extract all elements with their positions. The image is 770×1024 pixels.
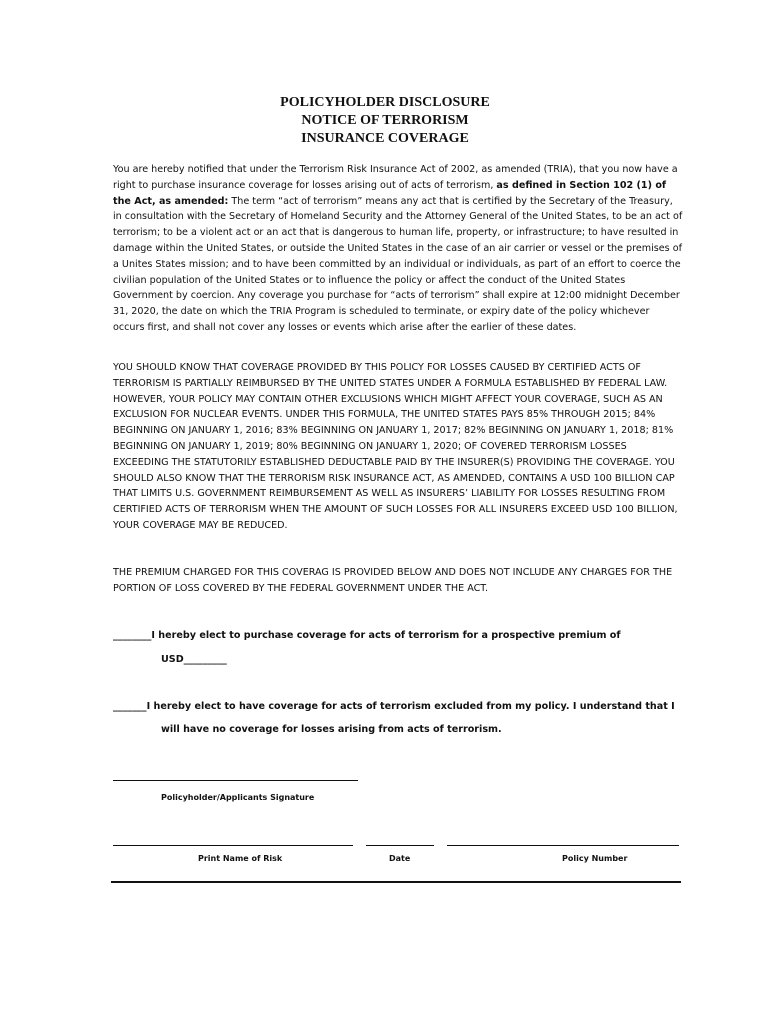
premium-usd-field[interactable]: USD_________ bbox=[161, 654, 227, 665]
document-title bbox=[0, 94, 770, 148]
print-name-label: Print Name of Risk bbox=[198, 854, 283, 863]
policy-number-line[interactable] bbox=[447, 845, 679, 846]
tria-notice-paragraph bbox=[113, 162, 683, 336]
title-line-1: POLICYHOLDER DISCLOSURE bbox=[280, 95, 490, 110]
reimbursement-paragraph: YOU SHOULD KNOW THAT COVERAGE PROVIDED BY THIS POLICY FOR LOSSES CAUSED BY CERTIFIED ACTS OF TERRORISM IS PARTIALLY REIMBURSED BY THE UNITED STATES UNDER A FORMULA ESTABLISHED BY FEDERAL LAW. HOWEVER, YOUR POLICY MAY CONTAIN OTHER EXCLUSIONS WHICH MIGHT AFFECT YOUR COVERAGE, SUCH AS AN EXCLUSION FOR NUCLEAR EVENTS. UNDER THIS FORMULA, THE UNITED STATES PAYS 85% THROUGH 2015; 84% BEGINNING ON JANUARY 1, 2016; 83% BEGINNING ON JANUARY 1, 2017; 82% BEGINNING ON JANUARY 1, 2018; 81% BEGINNING ON JANUARY 1, 2019; 80% BEGINNING ON JANUARY 1, 2020; OF COVERED TERRORISM LOSSES EXCEEDING THE STATUTORILY ESTABLISHED DEDUCTABLE PAID BY THE INSURER(S) PROVIDING THE COVERAGE. YOU SHOULD ALSO KNOW THAT THE TERRORISM RISK INSURANCE ACT, AS AMENDED, CONTAINS A USD 100 BILLION CAP THAT LIMITS U.S. GOVERNMENT REIMBURSEMENT AS WELL AS INSURERS’ LIABILITY FOR LOSSES RESULTING FROM CERTIFIED ACTS OF TERRORISM WHEN THE AMOUNT OF SUCH LOSSES FOR ALL INSURERS EXCEED USD 100 BILLION, YOUR COVERAGE MAY BE REDUCED. bbox=[113, 362, 678, 531]
election-exclude-line[interactable]: _______I hereby elect to have coverage for acts of terrorism excluded from my policy. I understand that I bbox=[113, 701, 675, 712]
election-exclude-continuation: will have no coverage for losses arising from acts of terrorism. bbox=[161, 724, 502, 735]
paragraph-bold-definition: as defined in Section 102 (1) of the Act, as amended: bbox=[113, 179, 667, 207]
premium-paragraph: THE PREMIUM CHARGED FOR THIS COVERAG IS PROVIDED BELOW AND DOES NOT INCLUDE ANY CHARGES FOR THE PORTION OF LOSS COVERED BY THE FEDERAL GOVERNMENT UNDER THE ACT. bbox=[113, 567, 673, 594]
bottom-divider bbox=[111, 881, 681, 883]
policy-number-label: Policy Number bbox=[562, 854, 628, 863]
date-label: Date bbox=[389, 854, 411, 863]
paragraph-text: You are hereby notified that under the Terrorism Risk Insurance Act of 2002, as amended (TRIA), that you now have a right to purchase insurance coverage for losses arising out of acts of terrorism, bbox=[113, 164, 678, 191]
title-line-2: NOTICE OF TERRORISM bbox=[301, 113, 469, 128]
print-name-line[interactable] bbox=[113, 845, 353, 846]
election-purchase-line[interactable]: ________I hereby elect to purchase coverage for acts of terrorism for a prospective premium of bbox=[113, 630, 621, 641]
title-line-3: INSURANCE COVERAGE bbox=[301, 131, 469, 146]
policyholder-signature-line[interactable] bbox=[113, 780, 358, 781]
policyholder-signature-label: Policyholder/Applicants Signature bbox=[161, 793, 315, 802]
paragraph-text: The term “act of terrorism” means any act that is certified by the Secretary of the Treasury, in consultation with the Secretary of Homeland Security and the Attorney General of the United States, to be an act of terrorism; to be a violent act or an act that is dangerous to human life, property, or infrastructure; to have resulted in damage within the United States, or outside the United States in the case of an air carrier or vessel or the premises of a Unites States mission; and to have been committed by an individual or individuals, as part of an effort to coerce the civilian population of the United States or to influence the policy or affect the conduct of the United States Government by coercion. Any coverage you purchase for “acts of terrorism” shall expire at 12:00 midnight December 31, 2020, the date on which the TRIA Program is scheduled to terminate, or expiry date of the policy whichever occurs first, and shall not cover any losses or events which arise after the earlier of these dates. bbox=[113, 195, 683, 333]
date-line[interactable] bbox=[366, 845, 434, 846]
